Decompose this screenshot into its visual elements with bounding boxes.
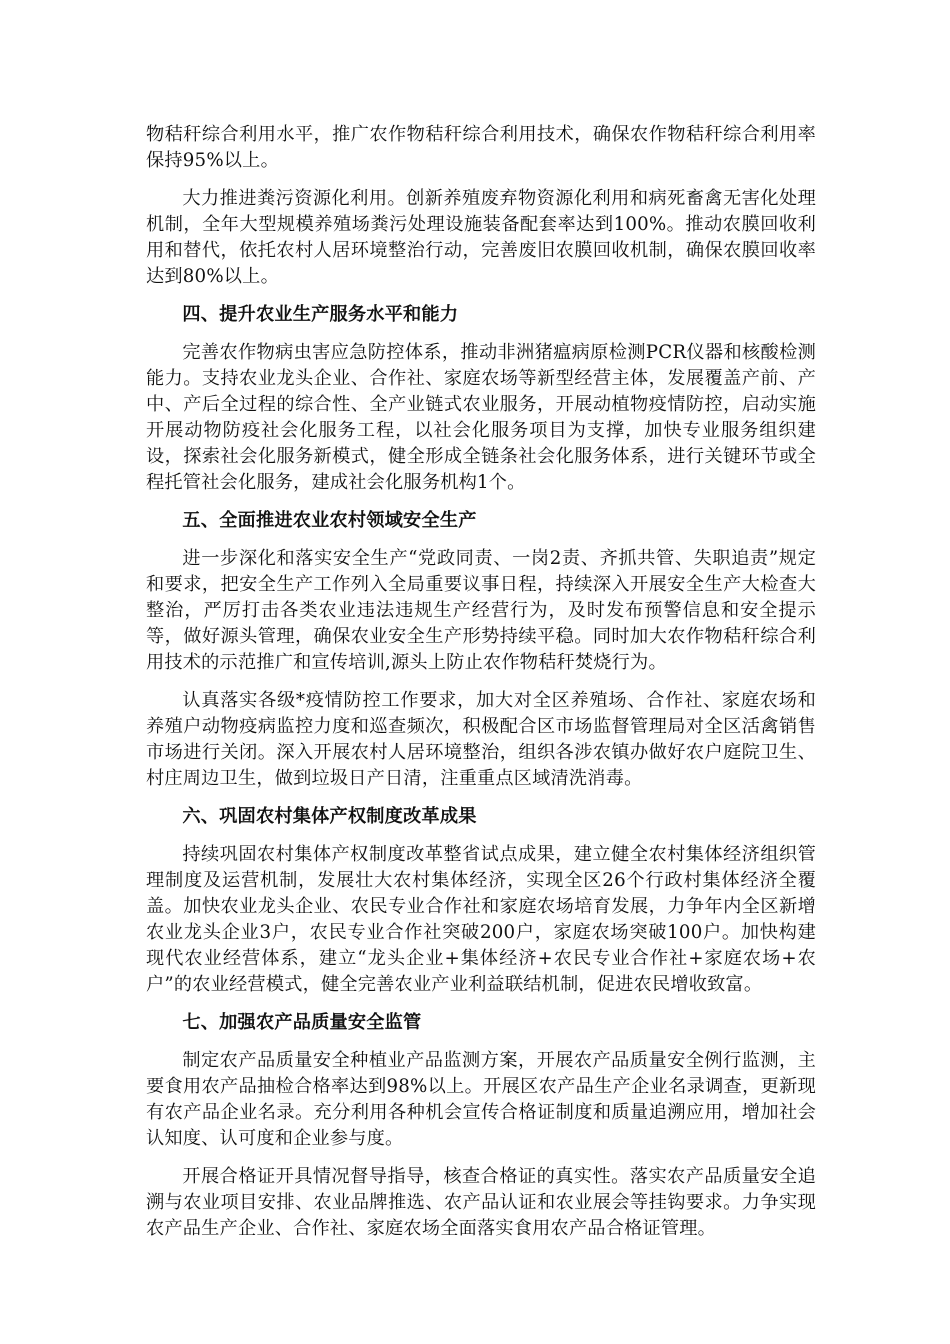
paragraph-epidemic-control: 认真落实各级*疫情防控工作要求，加大对全区养殖场、合作社、家庭农场和养殖户动物疫病监控力度和巡查频次，积极配合区市场监督管理局对全区活禽销售市场进行关闭。深入开展农村人居环境整治，组织各涉农镇办做好农户庭院卫生、村庄周边卫生，做到垃圾日产日清，注重重点区域清洗消毒。 — [146, 690, 816, 789]
paragraph-collective-property: 持续巩固农村集体产权制度改革整省试点成果，建立健全农村集体经济组织管理制度及运营机制，发展壮大农村集体经济，实现全区26个行政村集体经济全覆盖。加快农业龙头企业、农民专业合作社和家庭农场培育发展，力争年内全区新增农业龙头企业3户，农民专业合作社突破200户，家庭农场突破100户。加快构建现代农业经营体系，建立“龙头企业+集体经济+农民专业合作社+家庭农场+农户”的农业经营模式，健全完善农业产业利益联结机制，促进农民增收致富。 — [146, 844, 816, 995]
paragraph-certificate-supervision: 开展合格证开具情况督导指导，核查合格证的真实性。落实农产品质量安全追溯与农业项目安排、农业品牌推选、农产品认证和农业展会等挂钩要求。力争实现农产品生产企业、合作社、家庭农场全面落实食用农产品合格证管理。 — [146, 1166, 816, 1239]
section-heading-5: 五、全面推进农业农村领域安全生产 — [182, 510, 477, 531]
paragraph-straw-utilization: 物秸秆综合利用水平，推广农作物秸秆综合利用技术，确保农作物秸秆综合利用率保持95%以上。 — [146, 124, 816, 171]
section-heading-6: 六、巩固农村集体产权制度改革成果 — [182, 806, 477, 827]
paragraph-quality-monitoring: 制定农产品质量安全种植业产品监测方案，开展农产品质量安全例行监测，主要食用农产品抽检合格率达到98%以上。开展区农产品生产企业名录调查，更新现有农产品企业名录。充分利用各种机会宣传合格证制度和质量追溯应用，增加社会认知度、认可度和企业参与度。 — [146, 1050, 816, 1149]
paragraph-manure-recycling: 大力推进粪污资源化利用。创新养殖废弃物资源化利用和病死畜禽无害化处理机制，全年大型规模养殖场粪污处理设施装备配套率达到100%。推动农膜回收利用和替代，依托农村人居环境整治行动，完善废旧农膜回收机制，确保农膜回收率达到80%以上。 — [146, 188, 816, 287]
document-page — [146, 122, 816, 1254]
paragraph-production-services: 完善农作物病虫害应急防控体系，推动非洲猪瘟病原检测PCR仪器和核酸检测能力。支持农业龙头企业、合作社、家庭农场等新型经营主体，发展覆盖产前、产中、产后全过程的综合性、全产业链式农业服务，开展动植物疫情防控，启动实施开展动物防疫社会化服务工程，以社会化服务项目为支撑，加快专业服务组织建设，探索社会化服务新模式，健全形成全链条社会化服务体系，进行关键环节或全程托管社会化服务，建成社会化服务机构1个。 — [146, 342, 816, 493]
section-heading-4: 四、提升农业生产服务水平和能力 — [182, 304, 459, 325]
section-heading-7: 七、加强农产品质量安全监管 — [182, 1012, 422, 1033]
paragraph-safety-production: 进一步深化和落实安全生产“党政同责、一岗2责、齐抓共管、失职追责”规定和要求，把安全生产工作列入全局重要议事日程，持续深入开展安全生产大检查大整治，严厉打击各类农业违法违规生产经营行为，及时发布预警信息和安全提示等，做好源头管理，确保农业安全生产形势持续平稳。同时加大农作物秸秆综合利用技术的示范推广和宣传培训,源头上防止农作物秸秆焚烧行为。 — [146, 548, 816, 673]
